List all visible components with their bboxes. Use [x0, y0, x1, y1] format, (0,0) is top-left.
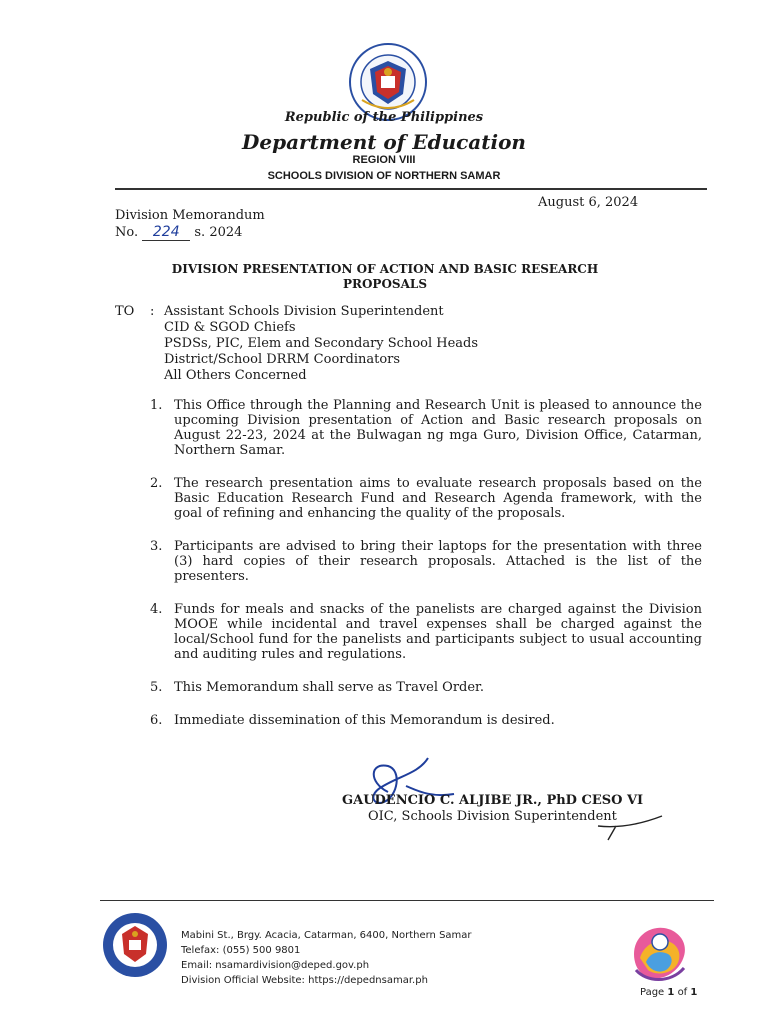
signatory-name: GAUDENCIO C. ALJIBE JR., PhD CESO VI [342, 793, 644, 808]
memo-series: s. 2024 [194, 225, 243, 240]
region-heading: REGION VIII [352, 154, 416, 166]
division-heading: SCHOOLS DIVISION OF NORTHERN SAMAR [267, 170, 501, 182]
recipient: PSDSs, PIC, Elem and Secondary School Heads [164, 336, 479, 351]
footer-email: Email: nsamardivision@deped.gov.ph [181, 960, 370, 971]
signatory-title: OIC, Schools Division Superintendent [368, 809, 617, 824]
footer-website: Division Official Website: https://depednsamar.ph [181, 975, 428, 986]
item-number: 4. [150, 602, 163, 617]
item-text: This Office through the Planning and Research Unit is pleased to announce the upcoming Division presentation of Action and Basic research proposals on August 22-23, 2024 at the Bulwagan ng mga Guro, Division Office, Catarman, Northern Samar. [174, 398, 702, 458]
recipient: District/School DRRM Coordinators [164, 352, 401, 367]
division-seal-logo [102, 912, 168, 978]
footer-divider [100, 900, 714, 901]
department-heading: Department of Education [242, 130, 526, 154]
to-label: TO [115, 304, 135, 319]
item-number: 6. [150, 713, 163, 728]
item-text: This Memorandum shall serve as Travel Order. [174, 680, 484, 695]
page-total: 1 [690, 987, 698, 998]
memo-item [150, 602, 702, 662]
item-text: Funds for meals and snacks of the panelists are charged against the Division MOOE while incidental and travel expenses shall be charged against the local/School fund for the panelists and participants subject to usual accounting and auditing rules and regulations. [174, 602, 702, 662]
memo-body [150, 398, 702, 746]
item-text: Immediate dissemination of this Memorandum is desired. [174, 713, 555, 728]
footer-contact-block [181, 928, 472, 988]
footer-address: Mabini St., Brgy. Acacia, Catarman, 6400, Northern Samar [181, 930, 472, 941]
memo-item [150, 398, 702, 458]
item-number: 5. [150, 680, 163, 695]
page-prefix: Page [640, 987, 665, 998]
republic-heading: Republic of the Philippines [284, 110, 484, 125]
memo-date: August 6, 2024 [538, 195, 639, 210]
page-indicator [640, 987, 697, 998]
recipient: CID & SGOD Chiefs [164, 320, 296, 335]
item-text: The research presentation aims to evaluate research proposals based on the Basic Education Research Fund and Research Agenda framework, with the goal of refining and enhancing the quality of the proposals. [174, 476, 702, 521]
page-of: of [677, 987, 688, 998]
memo-item [150, 539, 702, 584]
memo-item [150, 476, 702, 521]
division-emblem-logo [626, 924, 692, 986]
to-colon: : [150, 304, 155, 319]
page-current: 1 [667, 987, 675, 998]
recipient-list [164, 304, 478, 384]
recipient: All Others Concerned [164, 368, 307, 383]
header-divider [115, 188, 707, 190]
memo-item [150, 713, 702, 728]
memo-subject: DIVISION PRESENTATION OF ACTION AND BASIC RESEARCH PROPOSALS [171, 262, 599, 291]
signature-tail-mark [596, 806, 666, 842]
memo-number-line [115, 224, 242, 241]
item-number: 2. [150, 476, 163, 491]
memo-label: Division Memorandum [115, 208, 265, 223]
item-number: 1. [150, 398, 163, 413]
memo-item [150, 680, 702, 695]
item-text: Participants are advised to bring their laptops for the presentation with three (3) hard copies of their research proposals. Attached is the list of the presenters. [174, 539, 702, 584]
item-number: 3. [150, 539, 163, 554]
memo-no-label: No. [115, 225, 139, 240]
footer-telefax: Telefax: (055) 500 9801 [181, 945, 301, 956]
memo-number: 224 [142, 224, 190, 241]
recipient: Assistant Schools Division Superintendent [164, 304, 444, 319]
